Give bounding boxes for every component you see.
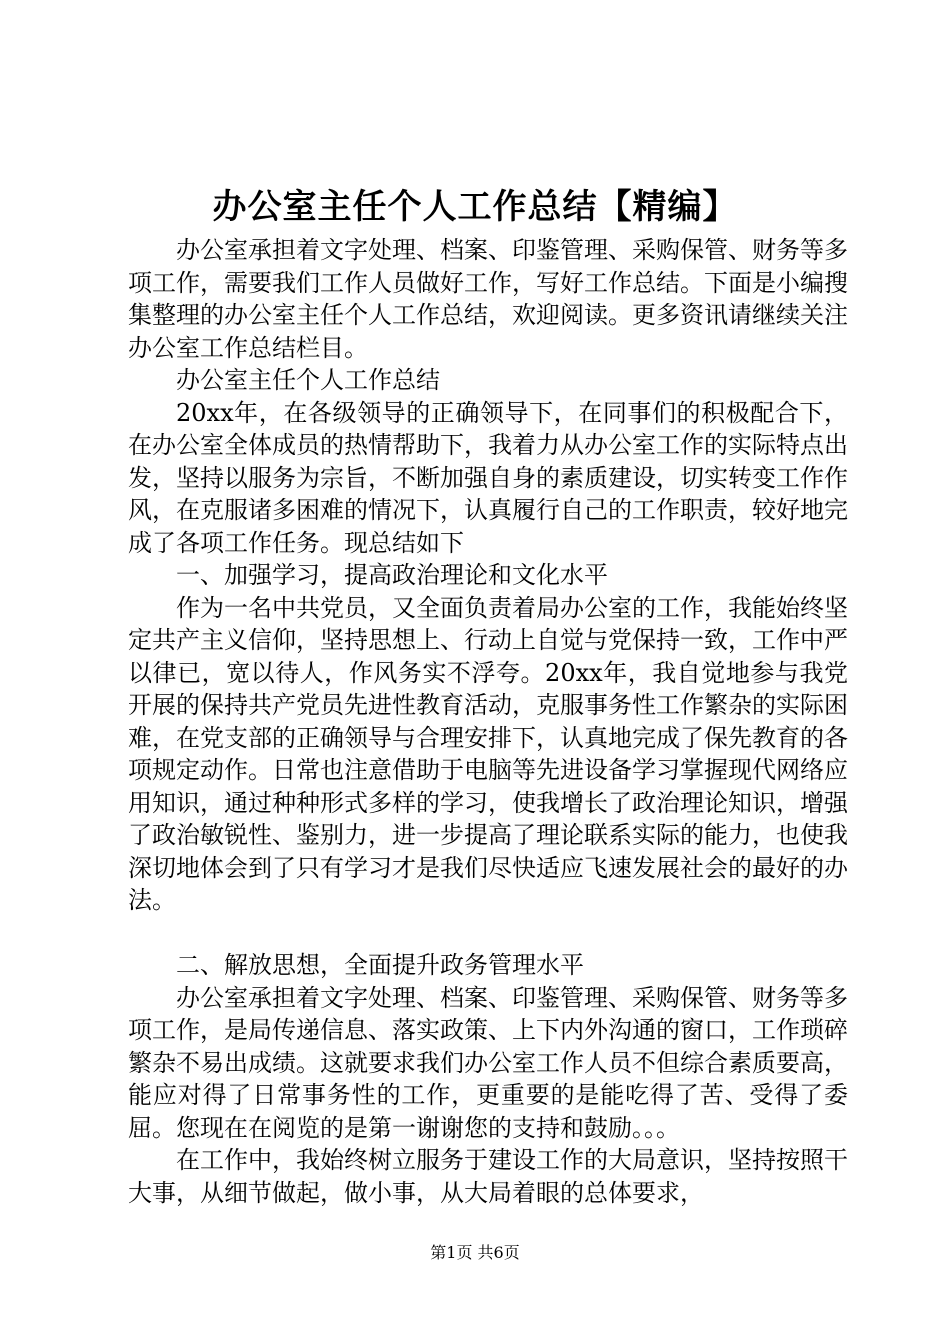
paragraph-intro: 办公室承担着文字处理、档案、印鉴管理、采购保管、财务等多项工作，需要我们工作人员做好工作，写好工作总结。下面是小编搜集整理的办公室主任个人工作总结，欢迎阅读。更多资讯请继续关注办公室工作总结栏目。: [128, 236, 848, 362]
document-title: 办公室主任个人工作总结【精编】: [212, 187, 738, 227]
paragraph-overview: 20xx年，在各级领导的正确领导下，在同事们的积极配合下，在办公室全体成员的热情帮助下，我着力从办公室工作的实际特点出发，坚持以服务为宗旨，不断加强自身的素质建设，切实转变工作作风，在克服诸多困难的情况下，认真履行自己的工作职责，较好地完成了各项工作任务。现总结如下: [128, 398, 848, 557]
section-heading-1: 一、加强学习，提高政治理论和文化水平: [176, 561, 608, 589]
paragraph-section-2: 办公室承担着文字处理、档案、印鉴管理、采购保管、财务等多项工作，是局传递信息、落实政策、上下内外沟通的窗口，工作琐碎繁杂不易出成绩。这就要求我们办公室工作人员不但综合素质要高，能应对得了日常事务性的工作，更重要的是能吃得了苦、受得了委屈。您现在在阅览的是第一谢谢您的支持和鼓励。。。: [128, 983, 848, 1142]
page-number-footer: 第1页 共6页: [430, 1243, 520, 1262]
paragraph-subtitle: 办公室主任个人工作总结: [176, 366, 440, 394]
paragraph-gap: [128, 917, 848, 950]
paragraph-section-2-continued: 在工作中，我始终树立服务于建设工作的大局意识，坚持按照干大事，从细节做起，做小事，从大局着眼的总体要求，: [128, 1146, 848, 1207]
document-body: [128, 234, 848, 1209]
paragraph-section-1: 作为一名中共党员，又全面负责着局办公室的工作，我能始终坚定共产主义信仰，坚持思想上、行动上自觉与党保持一致，工作中严以律已，宽以待人，作风务实不浮夸。20xx年，我自觉地参与我党开展的保持共产党员先进性教育活动，克服事务性工作繁杂的实际困难，在党支部的正确领导与合理安排下，认真地完成了保先教育的各项规定动作。日常也注意借助于电脑等先进设备学习掌握现代网络应用知识，通过种种形式多样的学习，使我增长了政治理论知识，增强了政治敏锐性、鉴别力，进一步提高了理论联系实际的能力，也使我深切地体会到了只有学习才是我们尽快适应飞速发展社会的最好的办法。: [128, 593, 848, 914]
section-heading-2: 二、解放思想，全面提升政务管理水平: [176, 951, 584, 979]
